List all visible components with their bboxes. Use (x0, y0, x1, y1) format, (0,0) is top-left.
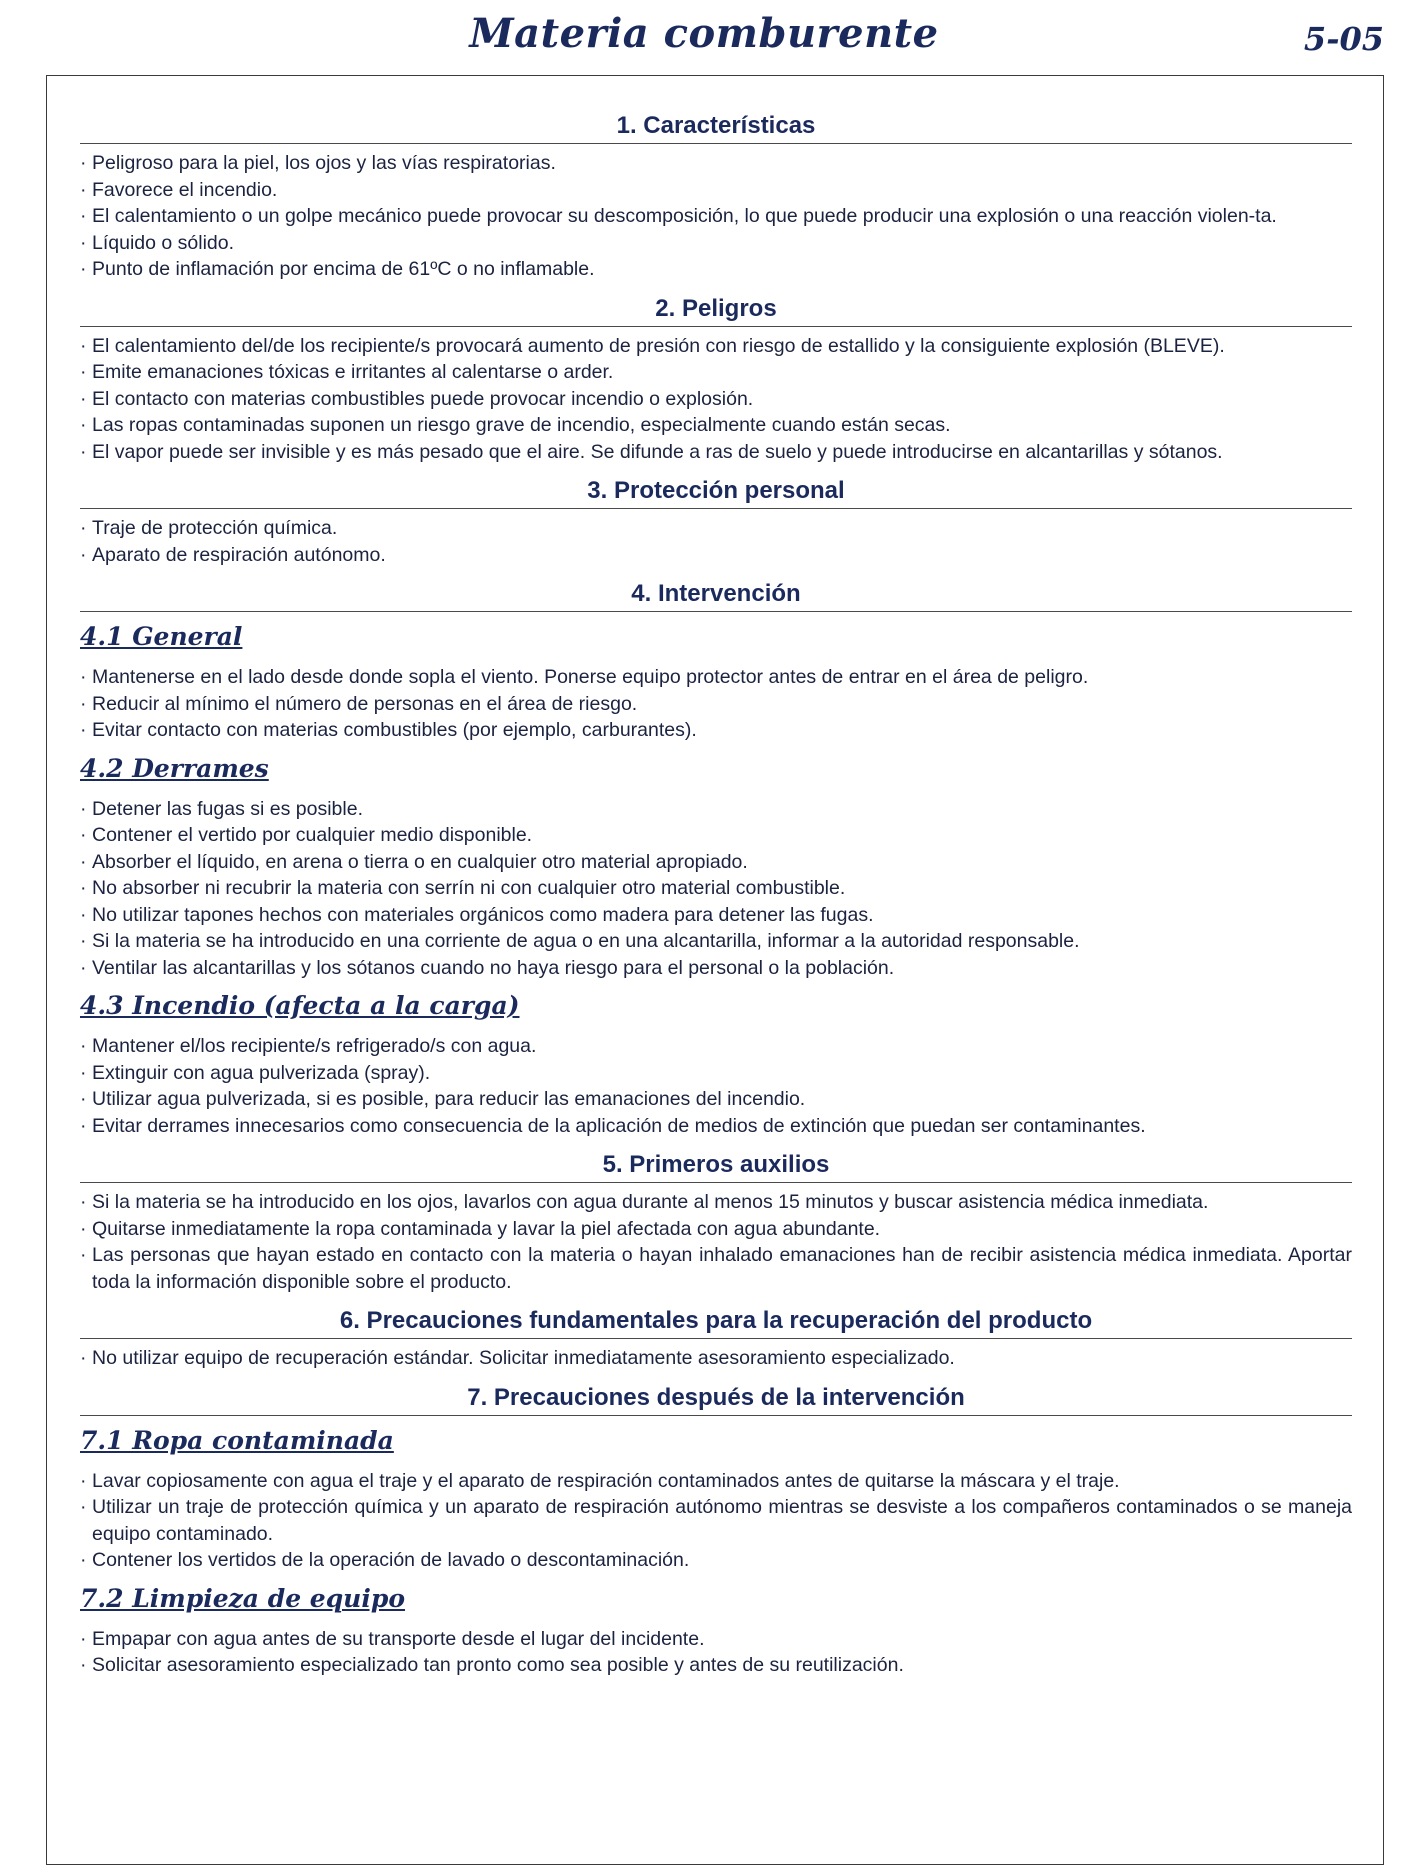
bullet-list (80, 1189, 1352, 1295)
subsection-heading: 4.3 Incendio (afecta a la carga) (80, 991, 520, 1020)
list-item (80, 796, 1352, 823)
list-item (80, 1468, 1352, 1495)
bullet-mark: · (80, 334, 87, 357)
list-item-text: No utilizar tapones hechos con materiales orgánicos como madera para detener las fugas. (92, 903, 874, 926)
section-6 (80, 1307, 1352, 1372)
bullet-list (80, 664, 1352, 744)
bullet-mark: · (80, 1191, 87, 1213)
bullet-mark: · (80, 1347, 87, 1369)
bullet-mark: · (80, 1035, 87, 1057)
list-item-text: Mantenerse en el lado desde donde sopla el viento. Ponerse equipo protector antes de entrar en el área de peligro. (92, 666, 1089, 688)
bullet-mark: · (80, 1114, 87, 1137)
list-item (80, 1242, 1352, 1295)
page-title: Materia comburente (469, 10, 939, 57)
subsection-heading: 4.2 Derrames (80, 753, 269, 783)
bullet-mark: · (80, 414, 87, 436)
list-item (80, 849, 1352, 876)
bullet-mark: · (80, 956, 87, 979)
list-item (80, 515, 1352, 542)
list-item (80, 691, 1352, 718)
bullet-mark: · (80, 1549, 87, 1571)
list-item-text: Evitar derrames innecesarios como consecuencia de la aplicación de medios de extinción que puedan ser contaminantes. (92, 1114, 1146, 1137)
section-7 (80, 1384, 1352, 1679)
bullet-mark: · (80, 543, 87, 566)
list-item (80, 1189, 1352, 1216)
list-item (80, 822, 1352, 849)
bullet-mark: · (80, 387, 87, 410)
page-header (0, 0, 1408, 66)
list-item-text: Quitarse inmediatamente la ropa contaminada y lavar la piel afectada con agua abundante. (92, 1217, 881, 1240)
list-item (80, 150, 1352, 177)
list-item (80, 1113, 1352, 1140)
bullet-list (80, 1345, 1352, 1372)
bullet-mark: · (80, 205, 87, 227)
list-item (80, 412, 1352, 439)
list-item-text: Solicitar asesoramiento especializado tan pronto como sea posible y antes de su reutilización. (92, 1654, 904, 1676)
bullet-mark: · (80, 824, 87, 846)
bullet-mark: · (80, 231, 87, 254)
list-item-text: Las ropas contaminadas suponen un riesgo grave de incendio, especialmente cuando están secas. (92, 414, 951, 436)
bullet-mark: · (80, 930, 87, 952)
bullet-mark: · (80, 152, 87, 174)
list-item (80, 1216, 1352, 1243)
bullet-list (80, 796, 1352, 982)
section-heading: 3. Protección personal (80, 477, 1352, 509)
bullet-mark: · (80, 666, 87, 688)
bullet-mark: · (80, 1217, 87, 1240)
bullet-list (80, 515, 1352, 568)
list-item-text: Peligroso para la piel, los ojos y las vías respiratorias. (92, 152, 556, 174)
list-item-text: Contener el vertido por cualquier medio disponible. (92, 824, 533, 846)
bullet-list (80, 1626, 1352, 1679)
bullet-list (80, 1033, 1352, 1139)
list-item-text: Emite emanaciones tóxicas e irritantes al calentarse o arder. (92, 361, 614, 383)
list-item-text: Ventilar las alcantarillas y los sótanos cuando no haya riesgo para el personal o la población. (92, 956, 895, 979)
section-4 (80, 580, 1352, 1139)
list-item-text: El calentamiento del/de los recipiente/s provocará aumento de presión con riesgo de estallido y la consiguiente explosión (BLEVE). (92, 334, 1225, 357)
section-heading: 4. Intervención (80, 580, 1352, 612)
subsection-heading: 7.2 Limpieza de equipo (80, 1583, 406, 1613)
bullet-list (80, 150, 1352, 283)
list-item (80, 1086, 1352, 1113)
list-item (80, 1033, 1352, 1060)
list-item (80, 902, 1352, 929)
list-item (80, 256, 1352, 283)
list-item (80, 203, 1352, 230)
page-code: 5-05 (1303, 20, 1384, 58)
bullet-mark: · (80, 361, 87, 383)
list-item-text: Si la materia se ha introducido en los ojos, lavarlos con agua durante al menos 15 minutos y buscar asistencia médica inmediata. (92, 1191, 1209, 1213)
list-item-text: Empapar con agua antes de su transporte desde el lugar del incidente. (92, 1627, 705, 1650)
list-item-text: Líquido o sólido. (92, 231, 235, 254)
list-item-text: Reducir al mínimo el número de personas en el área de riesgo. (92, 692, 638, 715)
section-heading: 5. Primeros auxilios (80, 1151, 1352, 1183)
bullet-mark: · (80, 797, 87, 820)
list-item (80, 875, 1352, 902)
list-item (80, 359, 1352, 386)
list-item-text: Punto de inflamación por encima de 61ºC o no inflamable. (92, 258, 595, 280)
bullet-list (80, 1468, 1352, 1574)
section-heading: 7. Precauciones después de la intervención (80, 1384, 1352, 1416)
list-item-text: No absorber ni recubrir la materia con serrín ni con cualquier otro material combustible. (92, 877, 846, 899)
list-item-text: Contener los vertidos de la operación de lavado o descontaminación. (92, 1549, 690, 1571)
bullet-mark: · (80, 178, 87, 201)
list-item-text: Mantener el/los recipiente/s refrigerado/s con agua. (92, 1035, 537, 1057)
list-item-text: El calentamiento o un golpe mecánico puede provocar su descomposición, lo que puede producir una explosión o una reacción violen-ta. (92, 205, 1277, 227)
list-item (80, 439, 1352, 466)
bullet-mark: · (80, 903, 87, 926)
list-item-text: Extinguir con agua pulverizada (spray). (92, 1061, 431, 1084)
bullet-mark: · (80, 850, 87, 873)
list-item (80, 1652, 1352, 1679)
list-item (80, 230, 1352, 257)
bullet-mark: · (80, 1627, 87, 1650)
bullet-mark: · (80, 517, 87, 539)
list-item-text: Lavar copiosamente con agua el traje y el aparato de respiración contaminados antes de quitarse la máscara y el traje. (92, 1469, 1120, 1492)
list-item-text: Traje de protección química. (92, 517, 338, 539)
list-item (80, 1626, 1352, 1653)
list-item (80, 928, 1352, 955)
bullet-mark: · (80, 1244, 87, 1266)
bullet-mark: · (80, 1654, 87, 1676)
section-5 (80, 1151, 1352, 1295)
list-item (80, 717, 1352, 744)
bullet-mark: · (80, 1088, 87, 1110)
section-3 (80, 477, 1352, 568)
section-heading: 6. Precauciones fundamentales para la recuperación del producto (80, 1307, 1352, 1339)
section-2 (80, 295, 1352, 466)
list-item (80, 386, 1352, 413)
bullet-list (80, 333, 1352, 466)
list-item (80, 664, 1352, 691)
list-item (80, 955, 1352, 982)
subsection-heading: 7.1 Ropa contaminada (80, 1425, 394, 1455)
list-item-text: Favorece el incendio. (92, 178, 278, 201)
list-item (80, 1060, 1352, 1087)
list-item-text: Las personas que hayan estado en contacto con la materia o hayan inhalado emanaciones han de recibir asistencia médica inmediata. Aportar toda la información disponible sobre el producto. (92, 1244, 1352, 1293)
bullet-mark: · (80, 258, 87, 280)
bullet-mark: · (80, 692, 87, 715)
list-item (80, 1494, 1352, 1547)
list-item (80, 542, 1352, 569)
bullet-mark: · (80, 1061, 87, 1084)
list-item (80, 1345, 1352, 1372)
list-item (80, 333, 1352, 360)
bullet-mark: · (80, 719, 87, 741)
bullet-mark: · (80, 1469, 87, 1492)
list-item-text: Utilizar un traje de protección química y un aparato de respiración autónomo mientras se desviste a los compañeros contaminados o se maneja equipo contaminado. (92, 1496, 1352, 1545)
list-item-text: Absorber el líquido, en arena o tierra o en cualquier otro material apropiado. (92, 850, 748, 873)
list-item-text: Aparato de respiración autónomo. (92, 543, 386, 566)
bullet-mark: · (80, 440, 87, 463)
list-item-text: No utilizar equipo de recuperación estándar. Solicitar inmediatamente asesoramiento especializado. (92, 1347, 955, 1369)
list-item (80, 1547, 1352, 1574)
section-heading: 1. Características (80, 112, 1352, 144)
list-item-text: Si la materia se ha introducido en una corriente de agua o en una alcantarilla, informar a la autoridad responsable. (92, 930, 1080, 952)
document-body (80, 112, 1352, 1691)
list-item-text: El contacto con materias combustibles puede provocar incendio o explosión. (92, 387, 754, 410)
bullet-mark: · (80, 1496, 87, 1518)
section-heading: 2. Peligros (80, 295, 1352, 327)
bullet-mark: · (80, 877, 87, 899)
subsection-heading: 4.1 General (80, 622, 243, 651)
list-item-text: Evitar contacto con materias combustibles (por ejemplo, carburantes). (92, 719, 697, 741)
list-item-text: Detener las fugas si es posible. (92, 797, 363, 820)
list-item (80, 177, 1352, 204)
list-item-text: El vapor puede ser invisible y es más pesado que el aire. Se difunde a ras de suelo y puede introducirse en alcantarillas y sótanos. (92, 440, 1223, 463)
section-1 (80, 112, 1352, 283)
list-item-text: Utilizar agua pulverizada, si es posible, para reducir las emanaciones del incendio. (92, 1088, 806, 1110)
